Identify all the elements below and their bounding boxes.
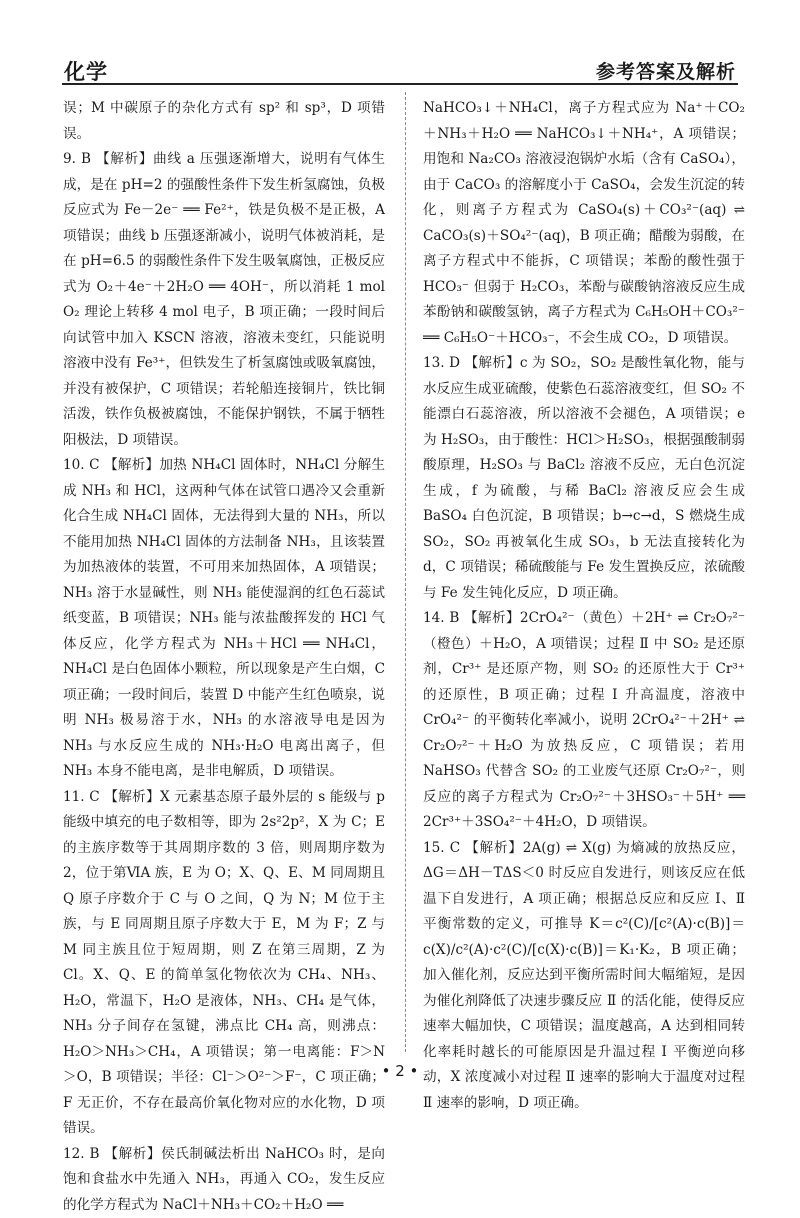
- page-number: • 2 •: [381, 1062, 419, 1080]
- section-title: 参考答案及解析: [595, 61, 736, 83]
- column-divider: [405, 92, 406, 1052]
- page-header: [62, 50, 738, 88]
- left-column-text: 误；M 中碳原子的杂化方式有 sp² 和 sp³，D 项错误。 9. B 【解析】曲线 a 压强逐渐增大，说明有气体生成，是在 pH=2 的强酸性条件下发生析氢腐蚀，负极反应式为 Fe－2e⁻ ══ Fe²⁺，铁是负极不是正极，A 项错误；曲线 b 压强逐渐减小，说明气体被消耗，是在 pH=6.5 的弱酸性条件下发生吸氧腐蚀，正极反应式为 O₂＋4e⁻＋2H₂O ══ 4OH⁻，所以消耗 1 mol O₂ 理论上转移 4 mol 电子，B 项正确；一段时间后向试管中加入 KSCN 溶液，溶液未变红，只能说明溶液中没有 Fe³⁺，但铁发生了析氢腐蚀或吸氧腐蚀，并没有被保护，C 项错误；若轮船连接铜片，铁比铜活泼，铁作负极被腐蚀，不能保护钢铁，不属于牺牲阳极法，D 项错误。 10. C 【解析】加热 NH₄Cl 固体时，NH₄Cl 分解生成 NH₃ 和 HCl，这两种气体在试管口遇冷又会重新化合生成 NH₄Cl 固体，无法得到大量的 NH₃，所以不能用加热 NH₄Cl 固体的方法制备 NH₃，且该装置为加热液体的装置，不可用来加热固体，A 项错误；NH₃ 溶于水显碱性，则 NH₃ 能使湿润的红色石蕊试纸变蓝，B 项错误；NH₃ 能与浓盐酸挥发的 HCl 气体反应，化学方程式为 NH₃＋HCl ══ NH₄Cl，NH₄Cl 是白色固体小颗粒，所以现象是产生白烟，C 项正确；一段时间后，装置 D 中能产生红色喷泉，说明 NH₃ 极易溶于水，NH₃ 的水溶液导电是因为 NH₃ 与水反应生成的 NH₃·H₂O 电离出离子，但 NH₃ 本身不能电离，是非电解质，D 项错误。 11. C 【解析】X 元素基态原子最外层的 s 能级与 p 能级中填充的电子数相等，即为 2s²2p²，X 为 C；E 的主族序数等于其周期序数的 3 倍，则周期序数为 2，位于第ⅥA 族，E 为 O；X、Q、E、M 同周期且 Q 原子序数介于 C 与 O 之间，Q 为 N；M 位于主族，与 E 同周期且原子序数大于 E，M 为 F；Z 与 M 同主族且位于短周期，则 Z 在第三周期，Z 为 Cl。X、Q、E 的简单氢化物依次为 CH₄、NH₃、H₂O，常温下，H₂O 是液体，NH₃、CH₄ 是气体，NH₃ 分子间存在氢键，沸点比 CH₄ 高，则沸点：H₂O＞NH₃＞CH₄，A 项错误；第一电离能：F＞N＞O，B 项错误；半径：Cl⁻＞O²⁻＞F⁻，C 项正确；F 无正价，不存在最高价氧化物对应的水化物，D 项错误。 12. B 【解析】侯氏制碱法析出 NaHCO₃ 时，是向饱和食盐水中先通入 NH₃，再通入 CO₂，发生反应的化学方程式为 NaCl＋NH₃＋CO₂＋H₂O ══: [63, 100, 385, 1213]
- subject-title: 化学: [64, 59, 108, 84]
- right-column-text: NaHCO₃↓＋NH₄Cl，离子方程式应为 Na⁺＋CO₂＋NH₃＋H₂O ══ NaHCO₃↓＋NH₄⁺，A 项错误；用饱和 Na₂CO₃ 溶液浸泡锅炉水垢（含有 CaSO₄），由于 CaCO₃ 的溶解度小于 CaSO₄，会发生沉淀的转化，则离子方程式为 CaSO₄(s)＋CO₃²⁻(aq) ⇌ CaCO₃(s)＋SO₄²⁻(aq)，B 项正确；醋酸为弱酸，在离子方程式中不能拆，C 项错误；苯酚的酸性强于 HCO₃⁻ 但弱于 H₂CO₃，苯酚与碳酸钠溶液反应生成苯酚钠和碳酸氢钠，离子方程式为 C₆H₅OH＋CO₃²⁻ ══ C₆H₅O⁻＋HCO₃⁻，不会生成 CO₂，D 项错误。 13. D 【解析】c 为 SO₂，SO₂ 是酸性氧化物，能与水反应生成亚硫酸，使紫色石蕊溶液变红，但 SO₂ 不能漂白石蕊溶液，所以溶液不会褪色，A 项错误；e 为 H₂SO₃，由于酸性：HCl＞H₂SO₃，根据强酸制弱酸原理，H₂SO₃ 与 BaCl₂ 溶液不反应，无白色沉淀生成，f 为硫酸，与稀 BaCl₂ 溶液反应会生成 BaSO₄ 白色沉淀，B 项错误；b→c→d，S 燃烧生成 SO₂，SO₂ 再被氧化生成 SO₃，b 无法直接转化为 d，C 项错误；稀硫酸能与 Fe 发生置换反应，浓硫酸与 Fe 发生钝化反应，D 项正确。 14. B 【解析】2CrO₄²⁻（黄色）＋2H⁺ ⇌ Cr₂O₇²⁻（橙色）＋H₂O，A 项错误；过程 Ⅱ 中 SO₂ 是还原剂，Cr³⁺ 是还原产物，则 SO₂ 的还原性大于 Cr³⁺ 的还原性，B 项正确；过程 Ⅰ 升高温度，溶液中 CrO₄²⁻ 的平衡转化率减小，说明 2CrO₄²⁻＋2H⁺ ⇌ Cr₂O₇²⁻＋H₂O 为放热反应，C 项错误；若用 NaHSO₃ 代替含 SO₂ 的工业废气还原 Cr₂O₇²⁻，则反应的离子方程式为 Cr₂O₇²⁻＋3HSO₃⁻＋5H⁺ ══ 2Cr³⁺＋3SO₄²⁻＋4H₂O，D 项错误。 15. C 【解析】2A(g) ⇌ X(g) 为熵减的放热反应，ΔG＝ΔH－TΔS＜0 时反应自发进行，则该反应在低温下自发进行，A 项正确；根据总反应和反应 Ⅰ、Ⅱ 平衡常数的定义，可推导 K＝c²(C)/[c²(A)·c(B)]＝c(X)/c²(A)·c²(C)/[c(X)·c(B)]＝K₁·K₂，B 项正确；加入催化剂，反应达到平衡所需时间大幅缩短，是因为催化剂降低了决速步骤反应 Ⅱ 的活化能，使得反应速率大幅加快，C 项错误；温度越高，A 达到相同转化率耗时越长的可能原因是升温过程 Ⅰ 平衡逆向移动，X 浓度减小对过程 Ⅱ 速率的影响大于温度对过程 Ⅱ 速率的影响，D 项正确。: [423, 100, 745, 1111]
- header-rule: [62, 83, 738, 85]
